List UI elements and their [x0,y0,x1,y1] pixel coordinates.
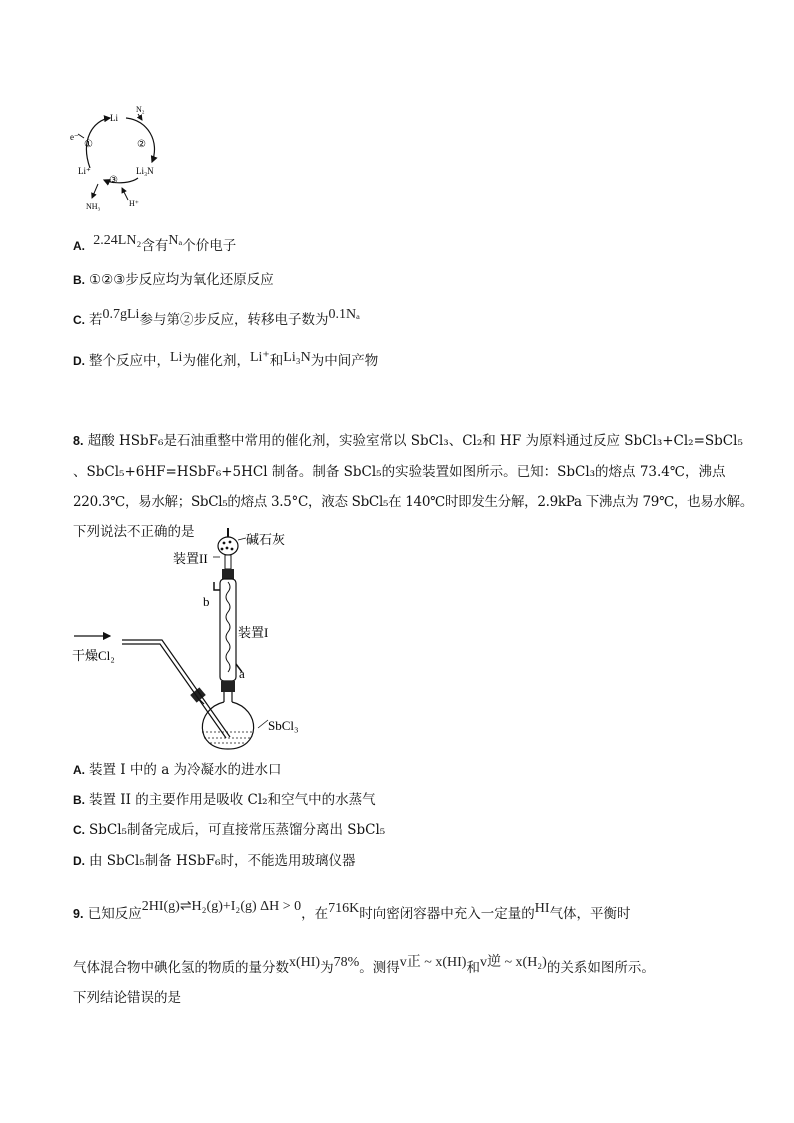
option-letter: C. [73,823,85,837]
stem-text: 超酸 HSbF₆是石油重整中常用的催化剂，实验室常以 SbCl₃、Cl₂和 HF 为原料通过反应 SbCl₃+Cl₂=SbCl₅ [87,433,743,449]
stem-text: 气体混合物中碘化氢的物质的量分数 [73,960,289,976]
math-expression: Li [170,350,183,365]
option-text: 含有 [141,238,169,254]
option-text: 整个反应中， [89,353,170,369]
q8-option-d[interactable] [73,851,355,871]
math-expression: 2.24LN₂ [93,233,142,248]
option-text: 装置 I 中的 a 为冷凝水的进水口 [89,762,282,778]
sbcl3-label: SbCl₃ [268,718,299,733]
q7-option-c[interactable] [73,307,360,331]
e-arrow [78,134,84,138]
h-plus-arrow [122,188,128,200]
q8-stem-line4: 下列说法不正确的是 [73,524,195,540]
math-expression: Li⁺ [249,350,270,365]
q8-stem-line3: 220.3℃，易水解；SbCl₅的熔点 3.5°C，液态 SbCl₅在 140℃时即发生分解，2.9kPa 下沸点为 79℃，也易水解。 [73,494,754,510]
temperature: 716K [328,901,360,916]
option-text: 为中间产物 [310,353,379,369]
q8-option-c[interactable] [73,820,385,840]
math-expression: 0.1Nₐ [328,307,360,322]
option-letter: A. [73,239,85,253]
q7-option-b[interactable] [73,270,274,290]
option-text: SbCl₅制备完成后，可直接常压蒸馏分离出 SbCl₅ [89,822,386,838]
stem-text: 的关系如图所示。 [546,960,655,976]
soda-lime-label: 碱石灰 [246,532,286,547]
li-plus-label: Li⁺ [78,166,91,176]
flask-neck [224,692,232,702]
sbcl3-leader [258,720,268,728]
v-reverse-relation: v逆 ~ x(H₂) [479,955,547,970]
option-text: 参与第②步反应，转移电子数为 [139,312,329,328]
question-number: 8. [73,434,84,448]
sbcl5-apparatus-diagram [70,524,320,756]
inlet-a-label: a [239,666,245,681]
q8-stem-line1 [73,431,743,451]
option-letter: B. [73,273,85,287]
q8-stem-line2: 、SbCl₅+6HF=HSbF₆+5HCl 制备。制备 SbCl₅的实验装置如图所示。已知：SbCl₃的熔点 73.4℃，沸点 [73,464,726,480]
q7-option-a[interactable] [73,233,237,257]
percentage: 78% [333,955,360,970]
v-forward-relation: v正 ~ x(HI) [399,955,467,970]
nh3-label: NH₃ [86,202,101,211]
math-expression: Li₃N [283,350,311,365]
option-letter: A. [73,763,85,777]
stem-text: 。测得 [359,960,400,976]
q9-stem-line3: 下列结论错误的是 [73,990,181,1006]
option-text: 个价电子 [182,238,237,254]
condenser-outer [220,579,236,681]
option-text: 装置 II 的主要作用是吸收 Cl₂和空气中的水蒸气 [89,792,376,808]
step2-label: ② [137,139,146,150]
stem-text: 气体，平衡时 [549,906,631,922]
nh3-arrow [92,184,98,198]
stem-text: ，在 [301,906,329,922]
option-letter: D. [73,354,85,368]
q9-stem-line1 [73,899,631,925]
option-text: 和 [269,353,284,369]
drying-tube-stem [225,555,231,569]
e-label: e⁻ [70,132,79,142]
q9-stem-line2 [73,955,655,979]
n2-arrow [138,114,142,120]
device1-label: 装置I [238,625,269,640]
x-hi: x(HI) [289,955,321,970]
stem-text: 时向密闭容器中充入一定量的 [359,906,535,922]
device2-label: 装置II [173,551,208,566]
hi-formula: HI [534,901,550,916]
stem-text: 为 [320,960,334,976]
n2-label: N₂ [136,105,145,114]
step1-label: ① [84,139,93,150]
math-expression: Nₐ [168,233,183,248]
lithium-cycle-diagram [68,100,178,215]
h-plus-label: H⁺ [129,199,139,208]
stopper-flask [221,681,235,692]
outlet-b-label: b [203,594,210,609]
soda-lime-leader [238,538,246,540]
option-text: ①②③步反应均为氧化还原反应 [89,272,274,288]
q8-option-b[interactable] [73,790,376,810]
stopper-top [222,569,234,579]
li3n-label: Li₃N [136,166,154,176]
li-label: Li [110,113,118,123]
option-text: 为催化剂， [182,353,250,369]
dry-cl2-label: 干燥Cl₂ [72,648,115,663]
option-text: 由 SbCl₅制备 HSbF₆时，不能选用玻璃仪器 [89,853,356,869]
option-letter: D. [73,854,85,868]
question-number: 9. [73,907,84,921]
stem-text: 和 [466,960,480,976]
stem-text: 已知反应 [87,906,142,922]
soda-lime-bulb [218,537,238,555]
q8-option-a[interactable] [73,760,282,780]
option-letter: C. [73,313,85,327]
math-expression: 0.7gLi [102,307,140,322]
step3-label: ③ [109,175,118,186]
q7-option-d[interactable] [73,351,378,372]
option-text: 若 [89,312,103,328]
outlet-b [214,582,220,590]
option-letter: B. [73,793,85,807]
reaction-equation: 2HI(g)⇌H₂(g)+I₂(g) ΔH > 0 [141,899,302,914]
